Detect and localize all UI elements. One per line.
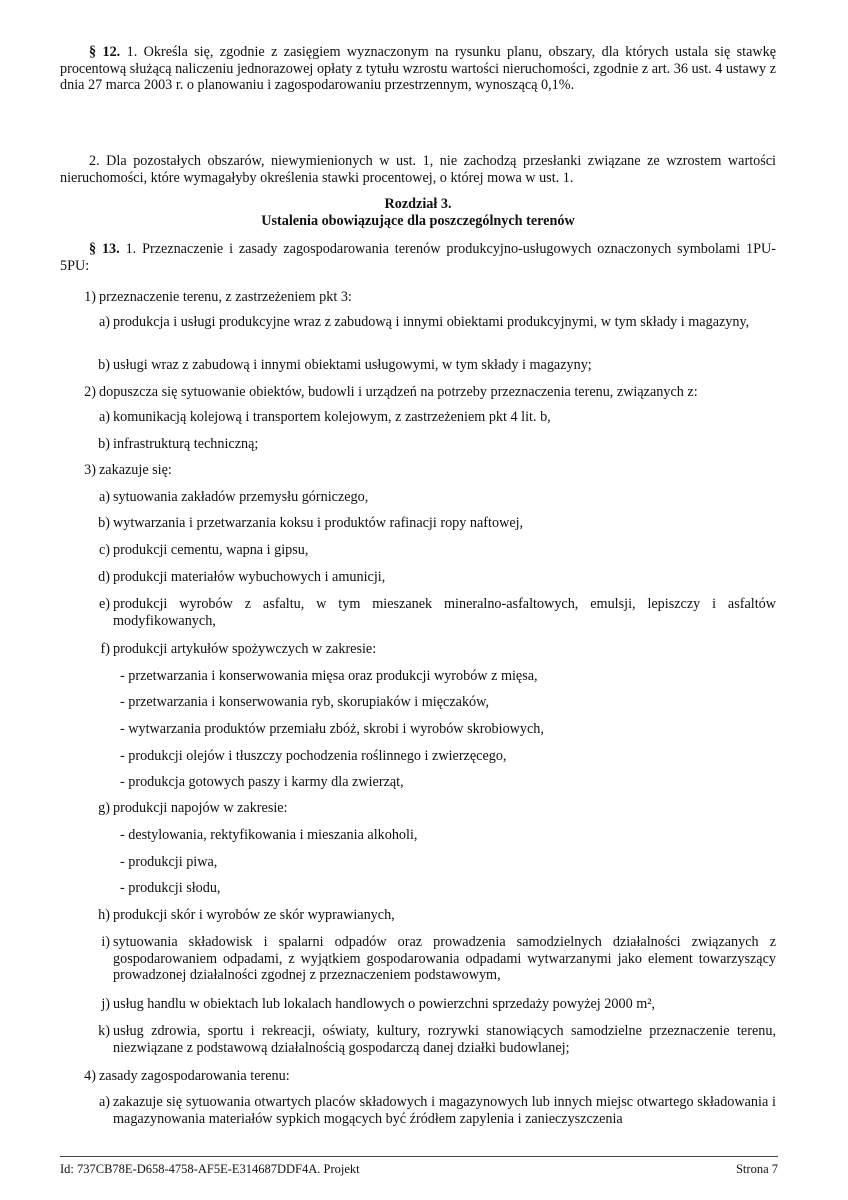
item-text: produkcja i usługi produkcyjne wraz z zabudową i innymi obiektami produkcyjnymi, w tym składy i magazyny, — [113, 314, 750, 330]
item-text: wytwarzania i przetwarzania koksu i produktów rafinacji ropy naftowej, — [113, 515, 524, 531]
item-label: a) — [98, 314, 110, 330]
item-text: sytuowania zakładów przemysłu górniczego, — [113, 489, 369, 505]
item-text: produkcji artykułów spożywczych w zakresie: — [113, 641, 377, 657]
item-label: b) — [98, 436, 110, 452]
item-text: - produkcji piwa, — [120, 854, 218, 870]
item-text: przeznaczenie terenu, z zastrzeżeniem pkt 3: — [99, 289, 352, 305]
section-number: § 12. — [89, 44, 121, 60]
item-text: - destylowania, rektyfikowania i mieszania alkoholi, — [120, 827, 418, 843]
page-number: Strona 7 — [735, 1162, 778, 1176]
item-label: a) — [98, 1094, 110, 1110]
paragraph-12-1 — [60, 44, 776, 94]
item-text: produkcji cementu, wapna i gipsu, — [113, 542, 309, 558]
item-label: h) — [98, 907, 110, 923]
item-text: - wytwarzania produktów przemiału zbóż, skrobi i wyrobów skrobiowych, — [120, 721, 544, 737]
item-label: b) — [98, 515, 110, 531]
paragraph-13-1 — [60, 241, 776, 274]
item-label: j) — [101, 996, 110, 1012]
item-label: 4) — [84, 1068, 96, 1084]
item-label: d) — [98, 569, 110, 585]
item-label: b) — [98, 357, 110, 373]
item-label: k) — [98, 1023, 110, 1039]
section-number: § 13. — [89, 241, 120, 257]
document-id: Id: 737CB78E-D658-4758-AF5E-E314687DDF4A. Projekt — [60, 1162, 360, 1176]
chapter-subtitle: Ustalenia obowiązujące dla poszczególnych terenów — [261, 213, 575, 229]
paragraph-12-2: 2. Dla pozostałych obszarów, niewymienionych w ust. 1, nie zachodzą przesłanki związane ze wzrostem wartości nieruchomości, które wymagałyby określenia stawki procentowej, o której mowa w ust. 1. — [60, 153, 776, 186]
paragraph-text: 1. Określa się, zgodnie z zasięgiem wyznaczonym na rysunku planu, obszary, dla których ustala się stawkę procentową służącą naliczeniu jednorazowej opłaty z tytułu wzrostu wartości nieruchomości, zgodnie z art. 36 ust. 4 ustawy z dnia 27 marca 2003 r. o planowaniu i zagospodarowaniu przestrzennym, wynoszącą 0,1%. — [60, 44, 777, 93]
item-text: produkcji wyrobów z asfaltu, w tym mieszanek mineralno-asfaltowych, emulsji, lepiszczy i asfaltów modyfikowanych, — [113, 596, 776, 629]
item-label: 3) — [84, 462, 96, 478]
item-label: 2) — [84, 384, 96, 400]
item-text: dopuszcza się sytuowanie obiektów, budowli i urządzeń na potrzeby przeznaczenia terenu, związanych z: — [99, 384, 698, 400]
chapter-title: Rozdział 3. — [384, 196, 452, 212]
item-text: produkcji materiałów wybuchowych i amunicji, — [113, 569, 386, 585]
item-text: - przetwarzania i konserwowania mięsa oraz produkcji wyrobów z mięsa, — [120, 668, 538, 684]
item-label: g) — [98, 800, 110, 816]
item-text: zakazuje się sytuowania otwartych placów składowych i magazynowych lub innych miejsc otwartego składowania i magazynowania materiałów sypkich mogących być źródłem zapylenia i zanieczyszczenia — [113, 1094, 776, 1127]
item-label: c) — [98, 542, 110, 558]
paragraph-text: 1. Przeznaczenie i zasady zagospodarowania terenów produkcyjno-usługowych oznaczonych symbolami 1PU-5PU: — [60, 241, 777, 274]
item-text: produkcji skór i wyrobów ze skór wyprawianych, — [113, 907, 395, 923]
item-label: a) — [98, 409, 110, 425]
item-text: usługi wraz z zabudową i innymi obiektami usługowymi, w tym składy i magazyny; — [113, 357, 592, 373]
item-text: - produkcji olejów i tłuszczy pochodzenia roślinnego i zwierzęcego, — [120, 748, 507, 764]
item-text: - produkcji słodu, — [120, 880, 221, 896]
footer-divider — [60, 1156, 778, 1157]
item-text: - przetwarzania i konserwowania ryb, skorupiaków i mięczaków, — [120, 694, 489, 710]
item-label: f) — [100, 641, 110, 657]
item-text: - produkcja gotowych paszy i karmy dla zwierząt, — [120, 774, 404, 790]
item-label: 1) — [84, 289, 96, 305]
item-label: a) — [98, 489, 110, 505]
item-text: usług zdrowia, sportu i rekreacji, oświaty, kultury, rozrywki stanowiących samodzielne przeznaczenie terenu, niezwiązane z podstawową działalnością gospodarczą danej działki budowlanej; — [113, 1023, 776, 1056]
item-label: i) — [101, 934, 110, 950]
item-text: produkcji napojów w zakresie: — [113, 800, 288, 816]
item-text: usług handlu w obiektach lub lokalach handlowych o powierzchni sprzedaży powyżej 2000 m², — [113, 996, 656, 1012]
item-text: zasady zagospodarowania terenu: — [99, 1068, 290, 1084]
item-text: komunikacją kolejową i transportem kolejowym, z zastrzeżeniem pkt 4 lit. b, — [113, 409, 551, 425]
item-text: sytuowania składowisk i spalarni odpadów oraz prowadzenia samodzielnych działalności związanych z gospodarowaniem odpadami, z wyjątkiem gospodarowania odpadami wytwarzanymi jako element towarzyszący prowadzonej działalności zgodnej z przeznaczeniem podstawowym, — [113, 934, 776, 983]
item-text: zakazuje się: — [99, 462, 172, 478]
item-label: e) — [98, 596, 110, 612]
item-text: infrastrukturą techniczną; — [113, 436, 259, 452]
